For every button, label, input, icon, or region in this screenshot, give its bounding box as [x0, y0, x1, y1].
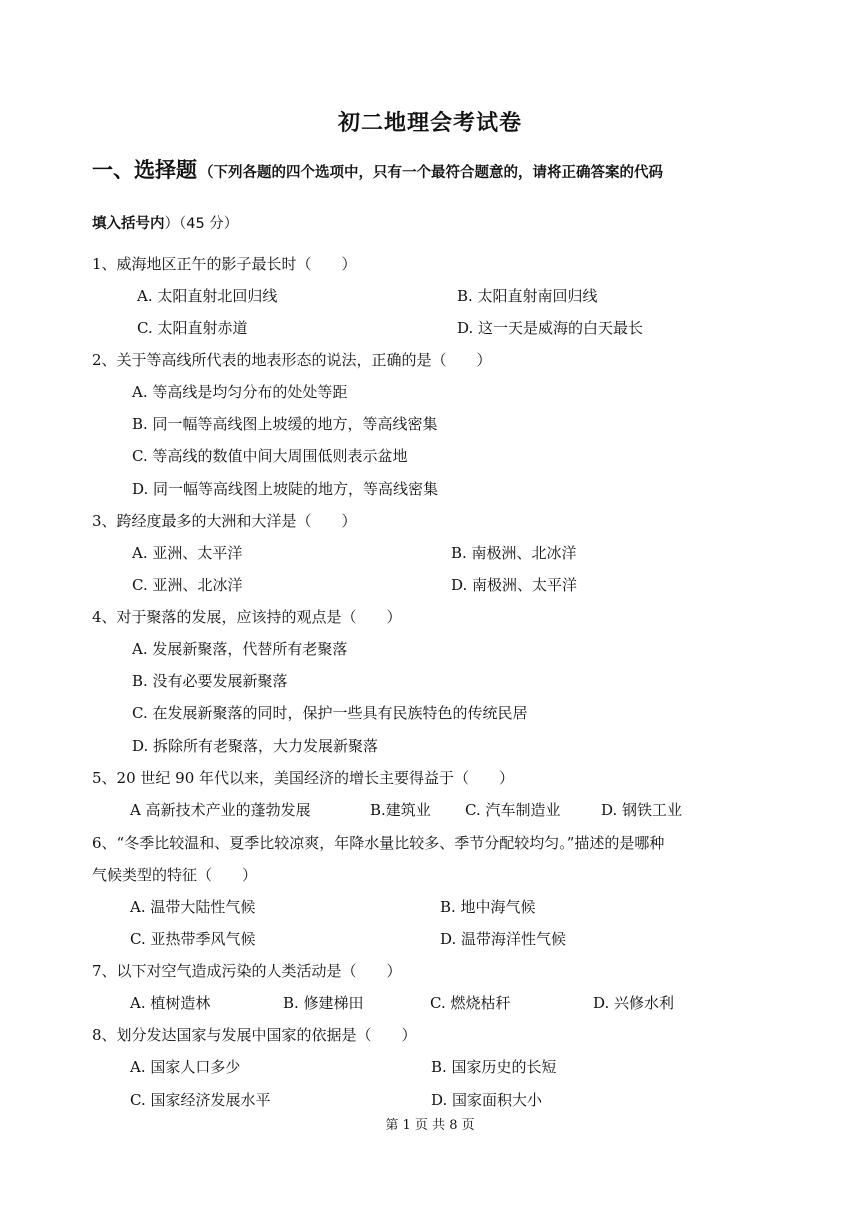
question-option: C. 亚热带季风气候 — [130, 930, 256, 948]
question-option: D. 同一幅等高线图上坡陡的地方，等高线密集 — [132, 480, 439, 498]
question-option: D. 拆除所有老聚落，大力发展新聚落 — [132, 737, 379, 755]
question-stem: 4、对于聚落的发展，应该持的观点是（ ） — [92, 608, 402, 626]
question-option: C. 太阳直射赤道 — [137, 319, 248, 337]
question-stem: 8、划分发达国家与发展中国家的依据是（ ） — [92, 1026, 417, 1044]
question-option: A 高新技术产业的蓬勃发展 — [130, 801, 311, 819]
question-option: C. 燃烧枯秆 — [430, 994, 511, 1012]
question-option: A. 太阳直射北回归线 — [137, 287, 278, 305]
question-option: B. 同一幅等高线图上坡缓的地方，等高线密集 — [132, 415, 438, 433]
section-instructions: （下列各题的四个选项中，只有一个最符合题意的，请将正确答案的代码 — [199, 165, 663, 181]
question-option: A. 发展新聚落，代替所有老聚落 — [132, 640, 348, 658]
question-option: C. 在发展新聚落的同时，保护一些具有民族特色的传统民居 — [132, 704, 528, 722]
question-option: A. 温带大陆性气候 — [130, 898, 256, 916]
question-option: C. 汽车制造业 — [465, 801, 561, 819]
question-option: B. 南极洲、北冰洋 — [451, 544, 577, 562]
question-option: C. 等高线的数值中间大周围低则表示盆地 — [132, 447, 408, 465]
question-stem: 6、“冬季比较温和、夏季比较凉爽，年降水量比较多、季节分配较均匀。”描述的是哪种 — [92, 834, 665, 852]
section-heading-label: 一、选择题 — [92, 158, 197, 182]
section-instructions-cont — [92, 212, 238, 233]
question-option: D. 温带海洋性气候 — [440, 930, 567, 948]
question-stem: 7、以下对空气造成污染的人类活动是（ ） — [92, 962, 402, 980]
page-number-footer: 第 1 页 共 8 页 — [385, 1118, 475, 1133]
question-option: A. 植树造林 — [130, 994, 211, 1012]
question-option: C. 国家经济发展水平 — [130, 1091, 271, 1109]
question-option: D. 钢铁工业 — [601, 801, 683, 819]
question-option: D. 南极洲、太平洋 — [451, 576, 578, 594]
question-option: B. 没有必要发展新聚落 — [132, 672, 288, 690]
question-stem: 3、跨经度最多的大洲和大洋是（ ） — [92, 512, 357, 530]
question-option: B. 国家历史的长短 — [431, 1058, 557, 1076]
question-option: C. 亚洲、北冰洋 — [132, 576, 243, 594]
question-option: A. 国家人口多少 — [130, 1058, 241, 1076]
page-title: 初二地理会考试卷 — [337, 111, 522, 136]
question-option: D. 这一天是威海的白天最长 — [457, 319, 644, 337]
question-option: B.建筑业 — [370, 801, 431, 819]
question-option: B. 修建梯田 — [283, 994, 364, 1012]
section-instructions-bold: 填入括号内 — [92, 216, 165, 232]
question-option: D. 国家面积大小 — [431, 1091, 543, 1109]
question-option: D. 兴修水利 — [593, 994, 675, 1012]
section-score: ）（45 分） — [164, 216, 239, 232]
section-heading — [92, 158, 792, 185]
question-option: B. 太阳直射南回归线 — [457, 287, 598, 305]
question-stem: 1、威海地区正午的影子最长时（ ） — [92, 255, 357, 273]
question-stem-cont: 气候类型的特征（ ） — [92, 866, 258, 884]
question-option: A. 等高线是均匀分布的处处等距 — [132, 383, 348, 401]
question-stem: 2、关于等高线所代表的地表形态的说法，正确的是（ ） — [92, 351, 492, 369]
question-stem: 5、20 世纪 90 年代以来，美国经济的增长主要得益于（ ） — [92, 769, 515, 787]
question-option: B. 地中海气候 — [440, 898, 536, 916]
question-option: A. 亚洲、太平洋 — [132, 544, 243, 562]
